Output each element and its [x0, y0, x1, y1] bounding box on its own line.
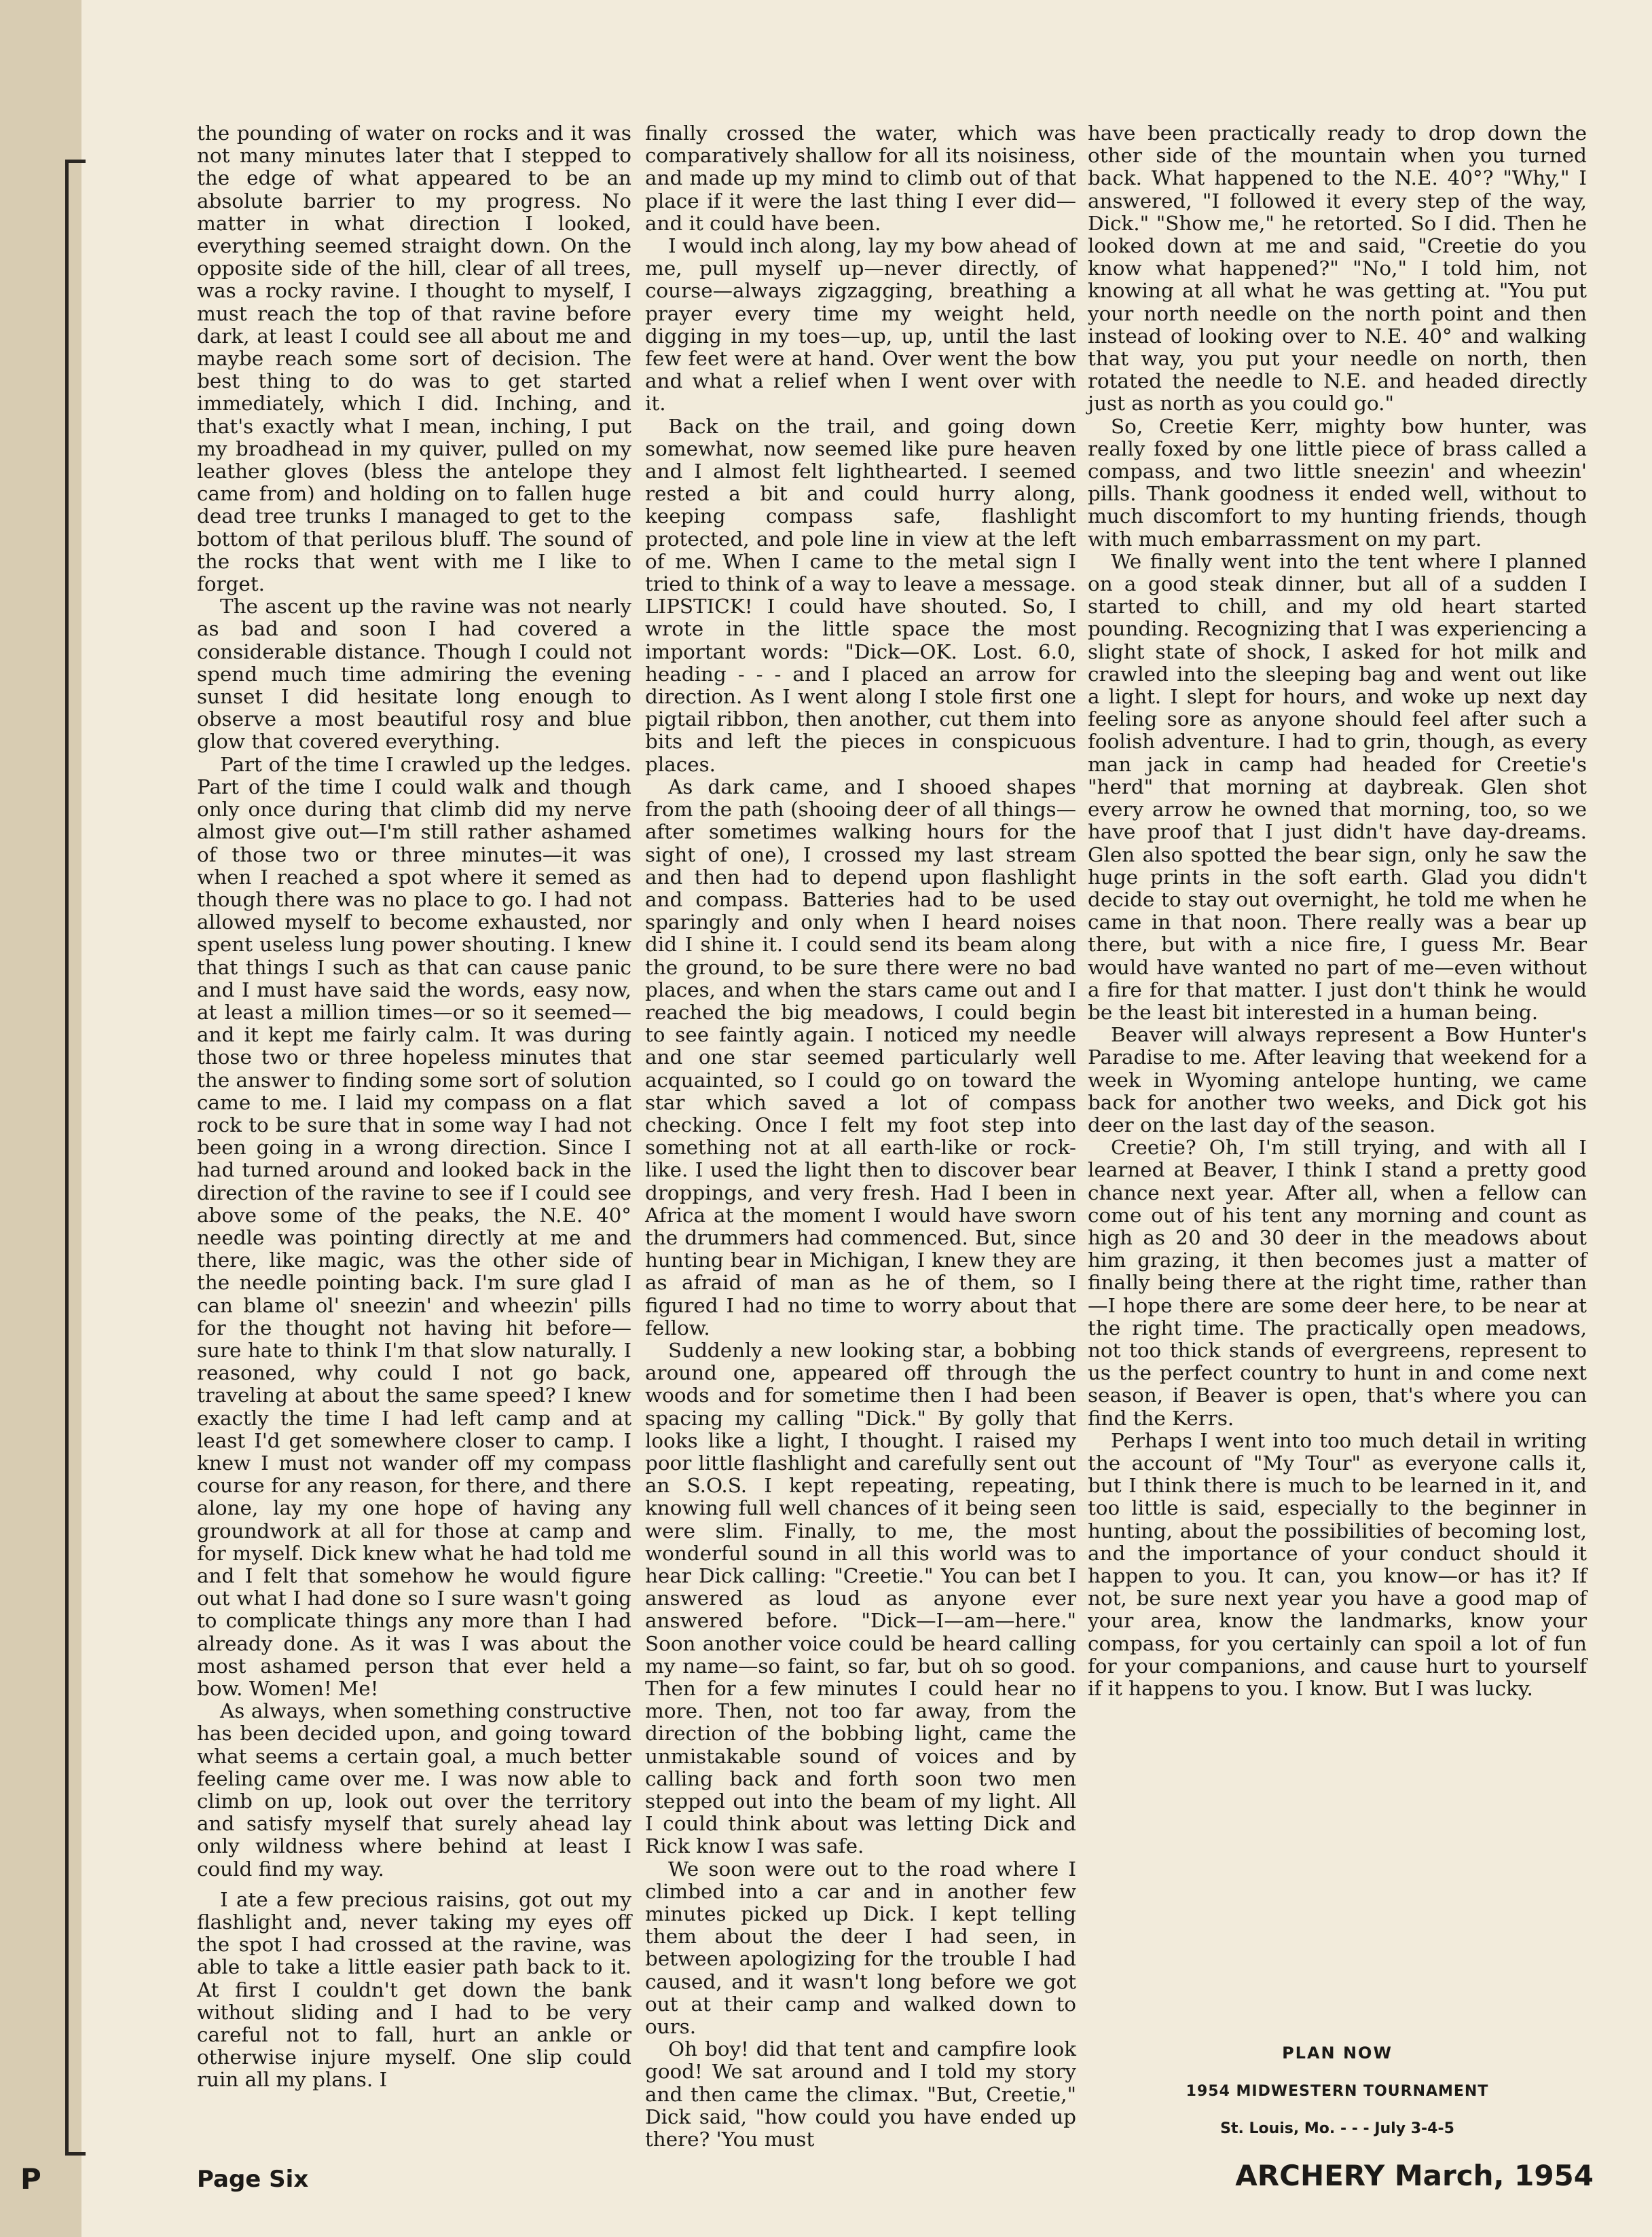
paragraph: So, Creetie Kerr, mighty bow hunter, was really foxed by one little piece of brass called a compass, and two little sneezin' and wheezin' pills. Thank goodness it ended well, without to much discomfort to my hunting friends, though with much embarrassment on my part. — [1088, 414, 1587, 551]
paragraph: finally crossed the water, which was comparatively shallow for all its noisiness, and made up my mind to climb out of that place if it were the last thing I ever did—and it could have been. — [645, 122, 1076, 235]
paragraph: As always, when something constructive has been decided upon, and going toward what seems a certain goal, a much better feeling came over me. I was now able to climb on up, look out over the territory and satisfy myself that surely ahead lay only wildness where behind at least I could find my way. — [197, 1699, 631, 1881]
paragraph: Perhaps I went into too much detail in writing the account of "My Tour" as everyone calls it, but I think there is much to be learned in it, and too little is said, especially to the beginner in hunting, about the possibilities of becoming lost, and the importance of your conduct should it happen to you. It can, you know—or has it? If not, be sure next year you have a good map of your area, know the landmarks, know your compass, for you certainly can spoil a lot of fun for your companions, and cause hurt to yourself if it happens to you. I know. But I was lucky. — [1088, 1428, 1587, 1701]
text-column-2 — [645, 122, 1076, 2151]
paragraph: Back on the trail, and going down somewhat, now seemed like pure heaven and I almost felt lighthearted. I seemed rested a bit and could hurry along, keeping compass safe, flashlight protected, and pole line in view at the left of me. When I came to the metal sign I tried to think of a way to leave a message. LIPSTICK! I could have shouted. So, I wrote in the little space the most important words: "Dick—OK. Lost. 6.0, heading - - - and I placed an arrow for direction. As I went along I stole first one pigtail ribbon, then another, cut them into bits and left the pieces in conspicuous places. — [645, 414, 1076, 776]
paragraph: Creetie? Oh, I'm still trying, and with all I learned at Beaver, I think I stand a pretty good chance next year. After all, when a fellow can come out of his tent any morning and count as high as 20 and 30 deer in the meadows about him grazing, it then becomes just a matter of finally being there at the right time, rather than—I hope there are some deer here, to be near at the right time. The practically open meadows, not too thick stands of evergreens, represent to us the perfect country to hunt in and come next season, if Beaver is open, that's where you can find the Kerrs. — [1088, 1136, 1587, 1430]
paragraph: Part of the time I crawled up the ledges. Part of the time I could walk and though only once during that climb did my nerve almost give out—I'm still rather ashamed of those two or three minutes—it was when I reached a spot where it semed as though there was no place to go. I had not allowed myself to become exhausted, nor spent useless lung power shouting. I knew that things I such as that can cause panic and I must have said the words, easy now, at least a million times—or so it seemed—and it kept me fairly calm. It was during those two or three hopeless minutes that the answer to finding some sort of solution came to me. I laid my compass on a flat rock to be sure that in some way I had not been going in a wrong direction. Since I had turned around and looked back in the direction of the ravine to see if I could see above some of the peaks, the N.E. 40° needle was pointing directly at me and there, like magic, was the other side of the needle pointing back. I'm sure glad I can blame ol' sneezin' and wheezin' pills for the thought not having hit before—sure hate to think I'm that slow naturally. I reasoned, why could I not go back, traveling at about the same speed? I knew exactly the time I had left camp and at least I'd get somewhere closer to camp. I knew I must not wander off my compass course for any reason, for there, and there alone, lay my one hope of having any groundwork at all for those at camp and for myself. Dick knew what he had told me and I felt that somehow he would figure out what I had done so I sure wasn't going to complicate things any more than I had already done. As it was I was about the most ashamed person that ever held a bow. Women! Me! — [197, 752, 631, 1701]
notice-details: St. Louis, Mo. - - - July 3-4-5 — [1220, 2120, 1454, 2137]
paragraph: the pounding of water on rocks and it was not many minutes later that I stepped to the edge of what appeared to be an absolute barrier to my progress. No matter in what direction I looked, everything seemed straight down. On the opposite side of the hill, clear of all trees, was a rocky ravine. I thought to myself, I must reach the top of that ravine before dark, at least I could see all about me and maybe reach some sort of decision. The best thing to do was to get started immediately, which I did. Inching, and that's exactly what I mean, inching, I put my broadhead in my quiver, pulled on my leather gloves (bless the antelope they came from) and holding on to fallen huge dead tree trunks I managed to get to the bottom of that perilous bluff. The sound of the rocks that went with me I like to forget. — [197, 122, 631, 596]
paragraph: The ascent up the ravine was not nearly as bad and soon I had covered a considerable distance. Though I could not spend much time admiring the evening sunset I did hesitate long enough to observe a most beautiful rosy and blue glow that covered everything. — [197, 595, 631, 754]
notice-headline: PLAN NOW — [1282, 2044, 1393, 2063]
paragraph: As dark came, and I shooed shapes from the path (shooing deer of all things—after sometimes walking hours for the sight of one), I crossed my last stream and then had to depend upon flashlight and compass. Batteries had to be used sparingly and only when I heard noises did I shine it. I could send its beam along the ground, to be sure there were no bad places, and when the stars came out and I reached the big meadows, I could begin to see faintly again. I noticed my needle and one star seemed particularly well acquainted, so I could go on toward the star which saved a lot of compass checking. Once I felt my foot step into something not at all earth-like or rock-like. I used the light then to discover bear droppings, and very fresh. Had I been in Africa at the moment I would have sworn the drummers had commenced. But, since hunting bear in Michigan, I knew they are as afraid of man as he of them, so I figured I had no time to worry about that fellow. — [645, 775, 1076, 1339]
paragraph: Beaver will always represent a Bow Hunter's Paradise to me. After leaving that weekend for a week in Wyoming antelope hunting, we came back for another two weeks, and Dick got his deer on the last day of the season. — [1088, 1023, 1587, 1136]
notice-event: 1954 MIDWESTERN TOURNAMENT — [1186, 2083, 1489, 2100]
binding-hook-bottom — [65, 2152, 86, 2156]
text-column-1 — [197, 122, 631, 2092]
tournament-notice — [1088, 2044, 1587, 2137]
paragraph: Suddenly a new looking star, a bobbing around one, appeared off through the woods and for sometime then I had been spacing my calling "Dick." By golly that looks like a light, I thought. I raised my poor little flashlight and carefully sent out an S.O.S. I kept repeating, repeating, knowing full well chances of it being seen were slim. Finally, to me, the most wonderful sound in all this world was to hear Dick calling: "Creetie." You can bet I answered as loud as anyone ever answered before. "Dick—I—am—here." Soon another voice could be heard calling my name—so faint, so far, but oh so good. Then for a few minutes I could hear no more. Then, not too far away, from the direction of the bobbing light, came the unmistakable sound of voices and by calling back and forth soon two men stepped out into the beam of my light. All I could think about was letting Dick and Rick know I was safe. — [645, 1338, 1076, 1858]
paragraph: Oh boy! did that tent and campfire look good! We sat around and I told my story and then came the climax. "But, Creetie," Dick said, "how could you have ended up there? 'You must — [645, 2037, 1076, 2151]
paragraph: We finally went into the tent where I planned on a good steak dinner, but all of a sudden I started to chill, and my old heart started pounding. Recognizing that I was experiencing a slight state of shock, I asked for hot milk and crawled into the sleeping bag and went out like a light. I slept for hours, and woke up next day feeling sore as anyone should feel after such a foolish adventure. I had to grin, though, as every man jack in camp had headed for Creetie's "herd" that morning at daybreak. Glen shot every arrow he owned that morning, too, so we have proof that I just didn't have day-dreams. Glen also spotted the bear sign, only he saw the huge prints in the soft earth. Glad you didn't decide to stay out overnight, he told me when he came in that noon. There really was a bear up there, but with a nice fire, I guess Mr. Bear would have wanted no part of me—even without a fire for that matter. I just don't think he would be the least bit interested in a human being. — [1088, 549, 1587, 1024]
paragraph: We soon were out to the road where I climbed into a car and in another few minutes picked up Dick. I kept telling them about the deer I had seen, in between apologizing for the trouble I had caused, and it wasn't long before we got out at their camp and walked down to ours. — [645, 1857, 1076, 2039]
facing-page-strip — [0, 0, 81, 2237]
paragraph: have been practically ready to drop down the other side of the mountain when you turned back. What happened to the N.E. 40°? "Why," I answered, "I followed it every step of the way, Dick." "Show me," he retorted. So I did. Then he looked down at me and said, "Creetie do you know what happened?" "No," I told him, not knowing at all what he was getting at. "You put your north needle on the north point and then instead of looking over to N.E. 40° and walking that way, you put your needle on north, then rotated the needle to N.E. and headed directly just as north as you could go." — [1088, 122, 1587, 415]
text-column-3 — [1088, 122, 1587, 1700]
paragraph: I would inch along, lay my bow ahead of me, pull myself up—never directly, of course—always zigzagging, breathing a prayer every time my weight held, digging in my toes—up, up, until the last few feet were at hand. Over went the bow and what a relief when I went over with it. — [645, 234, 1076, 415]
page-number: Page Six — [197, 2166, 309, 2193]
magazine-footer: ARCHERY March, 1954 — [1235, 2159, 1594, 2192]
binding-hook-top — [65, 160, 86, 163]
paragraph: I ate a few precious raisins, got out my flashlight and, never taking my eyes off the spot I had crossed at the ravine, was able to take a little easier path back to it. At first I couldn't get down the bank without sliding and I had to be very careful not to fall, hurt an ankle or otherwise injure myself. One slip could ruin all my plans. I — [197, 1887, 631, 2092]
binding-rule — [65, 160, 69, 2156]
facing-page-letter: P — [20, 2162, 41, 2196]
